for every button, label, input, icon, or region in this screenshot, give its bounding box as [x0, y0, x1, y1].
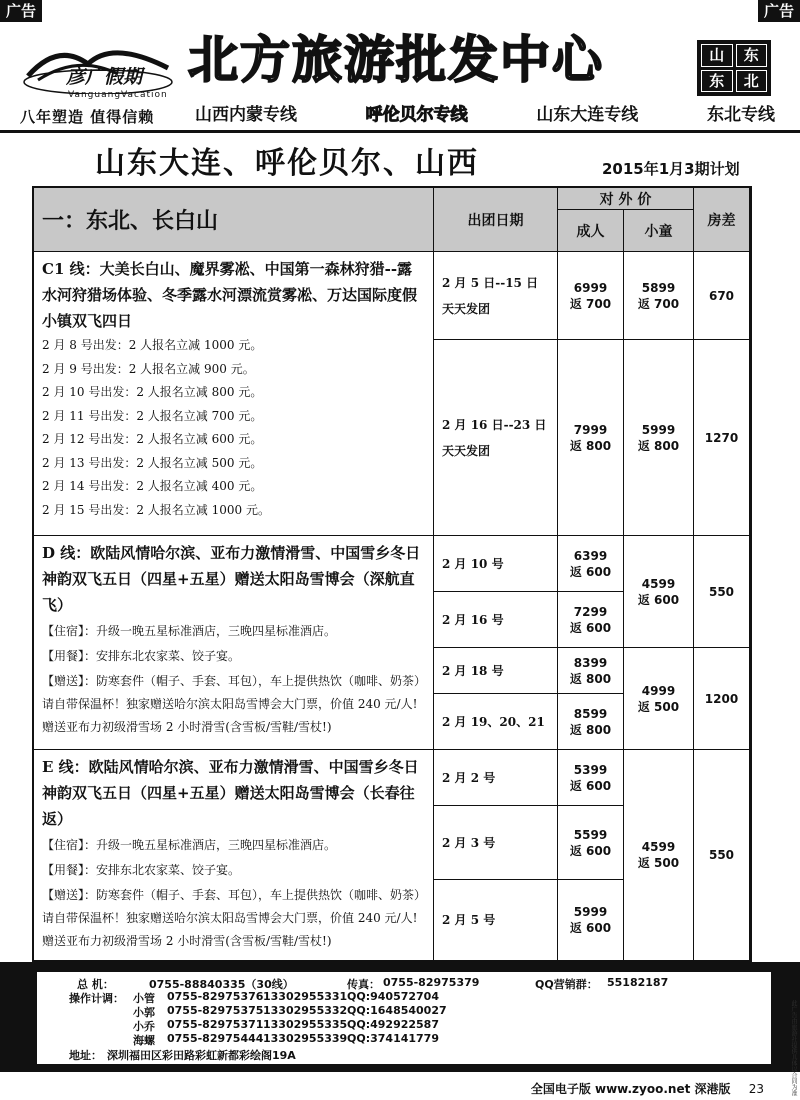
date-text: 2 月 5 日--15 日: [442, 275, 539, 290]
c1-row2-room: 1270: [694, 340, 750, 536]
e-row1-adult: [558, 750, 624, 806]
rebate-value: 返 700: [637, 296, 680, 311]
e-gift: 【赠送】：防寒套件（帽子、手套、耳包），车上提供热饮（咖啡、奶茶）请自带保温杯！独家赠送哈尔滨太阳岛雪博会大门票，价值 240 元/人!赠送亚布力初级滑雪场 2 小时滑雪(含雪板/雪鞋/雪杖!): [42, 888, 427, 948]
rebate-value: 返 600: [569, 843, 612, 858]
e-meal: 【用餐】：安排东北农家菜、饺子宴。: [42, 863, 241, 877]
price-table: [32, 186, 752, 962]
rebate-value: 返 700: [569, 296, 612, 311]
main-phone: 0755-88840335（30线）: [149, 978, 294, 991]
title-divider: [0, 130, 800, 133]
e-title: E 线：欧陆风情哈尔滨、亚布力激情滑雪、中国雪乡冬日神韵双飞五日（四星+五星）赠送太阳岛雪博会（长春往返）: [42, 758, 419, 828]
c1-note: 2 月 9 号出发：2 人报名立减 900 元。: [42, 361, 255, 376]
d-gift: 【赠送】：防寒套件（帽子、手套、耳包），车上提供热饮（咖啡、奶茶）请自带保温杯！独家赠送哈尔滨太阳岛雪博会大门票，价值 240 元/人!赠送亚布力初级滑雪场 2 小时滑雪(含雪板/雪鞋/雪杖!): [42, 674, 427, 734]
e-stay: 【住宿】：升级一晚五星标准酒店，三晚四星标准酒店。: [42, 838, 337, 852]
c1-row2-date: [434, 340, 558, 536]
d-row2-adult: [558, 592, 624, 648]
rebate-value: 返 600: [569, 778, 612, 793]
main-label: 总 机：: [77, 978, 114, 991]
staff-mobile: 13302955335: [263, 1018, 348, 1031]
staff-mobile: 13302955331: [263, 990, 348, 1003]
badge-char: 山: [701, 44, 733, 67]
d-meal: 【用餐】：安排东北农家菜、饺子宴。: [42, 649, 241, 663]
c1-row2-adult: [558, 340, 624, 536]
c1-description: [34, 252, 434, 536]
staff-qq: QQ:492922587: [347, 1018, 439, 1031]
e-row2-adult: [558, 806, 624, 880]
c1-note: 2 月 8 号出发：2 人报名立减 1000 元。: [42, 338, 263, 352]
staff-tel: 0755-82975376: [167, 990, 264, 1003]
badge-char: 东: [701, 70, 733, 93]
qq-group: 55182187: [607, 976, 669, 989]
d-row1-date: 2 月 10 号: [434, 536, 558, 592]
page-footer: [531, 1080, 764, 1097]
logo-sub: VanguangVacation: [68, 90, 168, 100]
staff-name: 海螺: [133, 1034, 155, 1047]
d-description: [34, 536, 434, 750]
c1-note: 2 月 13 号出发：2 人报名立减 500 元。: [42, 455, 263, 470]
price-value: 5999: [573, 905, 608, 919]
period: 2015年1月3期计划: [602, 160, 740, 178]
staff-tel: 0755-82975375: [167, 1004, 264, 1017]
col-price: 对 外 价: [558, 188, 694, 210]
e-row2-date: 2 月 3 号: [434, 806, 558, 880]
rebate-value: 返 600: [637, 592, 680, 607]
freq-text: 天天发团: [442, 443, 491, 458]
freq-text: 天天发团: [442, 301, 491, 316]
d-row3-adult: [558, 648, 624, 694]
qq-group-label: QQ营销群：: [535, 978, 598, 991]
col-room: 房差: [694, 188, 750, 252]
rebate-value: 返 600: [569, 620, 612, 635]
d-row4-adult: [558, 694, 624, 750]
d-row4-date: 2 月 19、20、21: [434, 694, 558, 750]
rebate-value: 返 600: [569, 564, 612, 579]
main-title: 北方旅游批发中心: [188, 31, 604, 89]
logo: [18, 34, 178, 104]
price-value: 5999: [641, 422, 676, 437]
route-line: 山东大连专线: [536, 105, 639, 125]
slogan: 八年塑造 值得信赖: [20, 108, 155, 126]
d-row2-date: 2 月 16 号: [434, 592, 558, 648]
rebate-value: 返 800: [637, 438, 680, 453]
contact-box: [36, 971, 772, 1065]
staff-tel: 0755-82975371: [167, 1018, 264, 1031]
d-group2-child: [624, 648, 694, 750]
badge-char: 东: [736, 44, 768, 67]
col-date: 出团日期: [434, 188, 558, 252]
rebate-value: 返 600: [569, 921, 612, 935]
price-value: 8599: [573, 706, 608, 721]
col-child: 小童: [624, 210, 694, 252]
staff-qq: QQ:374141779: [347, 1032, 439, 1045]
c1-row1-child: [624, 252, 694, 340]
d-stay: 【住宿】：升级一晚五星标准酒店，三晚四星标准酒店。: [42, 624, 337, 638]
route-line: 山西内蒙专线: [195, 105, 297, 125]
date-text: 2 月 16 日--23 日: [442, 417, 547, 432]
col-adult: 成人: [558, 210, 624, 252]
side-note: 此广告由旅游社提供具体以合同为准: [790, 1000, 797, 1096]
address-label: 地址：: [69, 1049, 102, 1062]
d-group1-child: [624, 536, 694, 648]
fax-label: 传真：: [347, 978, 380, 991]
c1-title: C1 线：大美长白山、魔界雾凇、中国第一森林狩猎--露水河狩猎场体验、冬季露水河漂流赏雾凇、万达国际度假小镇双飞四日: [42, 260, 418, 330]
logo-name: 彦广假期: [66, 66, 143, 88]
price-value: 6399: [573, 548, 608, 563]
c1-row2-child: [624, 340, 694, 536]
ad-tag-left: 广告: [0, 0, 42, 22]
price-value: 6999: [573, 280, 608, 295]
d-row3-date: 2 月 18 号: [434, 648, 558, 694]
e-row3-adult: [558, 880, 624, 960]
price-value: 4999: [641, 683, 676, 698]
staff-mobile: 13302955332: [263, 1004, 348, 1017]
section-heading: 一：东北、长白山: [34, 188, 434, 252]
price-value: 5599: [573, 827, 608, 842]
staff-qq: QQ:1648540027: [347, 1004, 447, 1017]
rebate-value: 返 800: [569, 438, 612, 453]
staff-tel: 0755-82975444: [167, 1032, 264, 1045]
price-value: 8399: [573, 655, 608, 670]
region-badge: [697, 40, 771, 96]
c1-row1-adult: [558, 252, 624, 340]
e-room: 550: [694, 750, 750, 960]
c1-note: 2 月 12 号出发：2 人报名立减 600 元。: [42, 432, 263, 446]
c1-row1-room: 670: [694, 252, 750, 340]
address: 深圳福田区彩田路彩虹新都彩绘阁19A: [107, 1049, 296, 1062]
rebate-value: 返 800: [569, 671, 612, 686]
rebate-value: 返 500: [637, 856, 680, 870]
price-value: 5399: [573, 762, 608, 777]
e-child: [624, 750, 694, 960]
page-number: 23: [748, 1082, 764, 1096]
staff-name: 小管: [133, 992, 155, 1005]
edition-text: 深港版: [694, 1082, 731, 1096]
c1-note: 2 月 10 号出发：2 人报名立减 800 元。: [42, 385, 263, 399]
e-row1-date: 2 月 2 号: [434, 750, 558, 806]
price-value: 5899: [641, 280, 676, 295]
route-lines: [195, 100, 775, 125]
price-value: 4599: [641, 840, 676, 854]
badge-char: 北: [736, 70, 768, 93]
rebate-value: 返 500: [637, 699, 680, 714]
c1-note: 2 月 11 号出发：2 人报名立减 700 元。: [42, 408, 263, 423]
staff-name: 小乔: [133, 1020, 155, 1033]
price-value: 4599: [641, 576, 676, 591]
price-value: 7299: [573, 604, 608, 619]
staff-qq: QQ:940572704: [347, 990, 439, 1003]
c1-note: 2 月 14 号出发：2 人报名立减 400 元。: [42, 479, 263, 493]
staff-name: 小郭: [133, 1006, 155, 1019]
ops-label: 操作计调：: [69, 992, 124, 1005]
d-title: D 线：欧陆风情哈尔滨、亚布力激情滑雪、中国雪乡冬日神韵双飞五日（四星+五星）赠送太阳岛雪博会（深航直飞）: [42, 544, 421, 614]
route-line: 呼伦贝尔专线: [365, 105, 468, 125]
ad-tag-right: 广告: [758, 0, 800, 22]
page-subtitle: 山东大连、呼伦贝尔、山西: [95, 146, 479, 181]
d-group2-room: 1200: [694, 648, 750, 750]
site-text: 全国电子版 www.zyoo.net: [530, 1082, 691, 1096]
route-line: 东北专线: [706, 105, 775, 125]
c1-row1-date: [434, 252, 558, 340]
fax: 0755-82975379: [383, 976, 480, 989]
rebate-value: 返 800: [569, 722, 612, 737]
staff-mobile: 13302955339: [263, 1032, 348, 1045]
d-row1-adult: [558, 536, 624, 592]
e-row3-date: 2 月 5 号: [434, 880, 558, 960]
d-group1-room: 550: [694, 536, 750, 648]
c1-note: 2 月 15 号出发：2 人报名立减 1000 元。: [42, 502, 270, 517]
e-description: [34, 750, 434, 960]
price-value: 7999: [573, 422, 608, 437]
